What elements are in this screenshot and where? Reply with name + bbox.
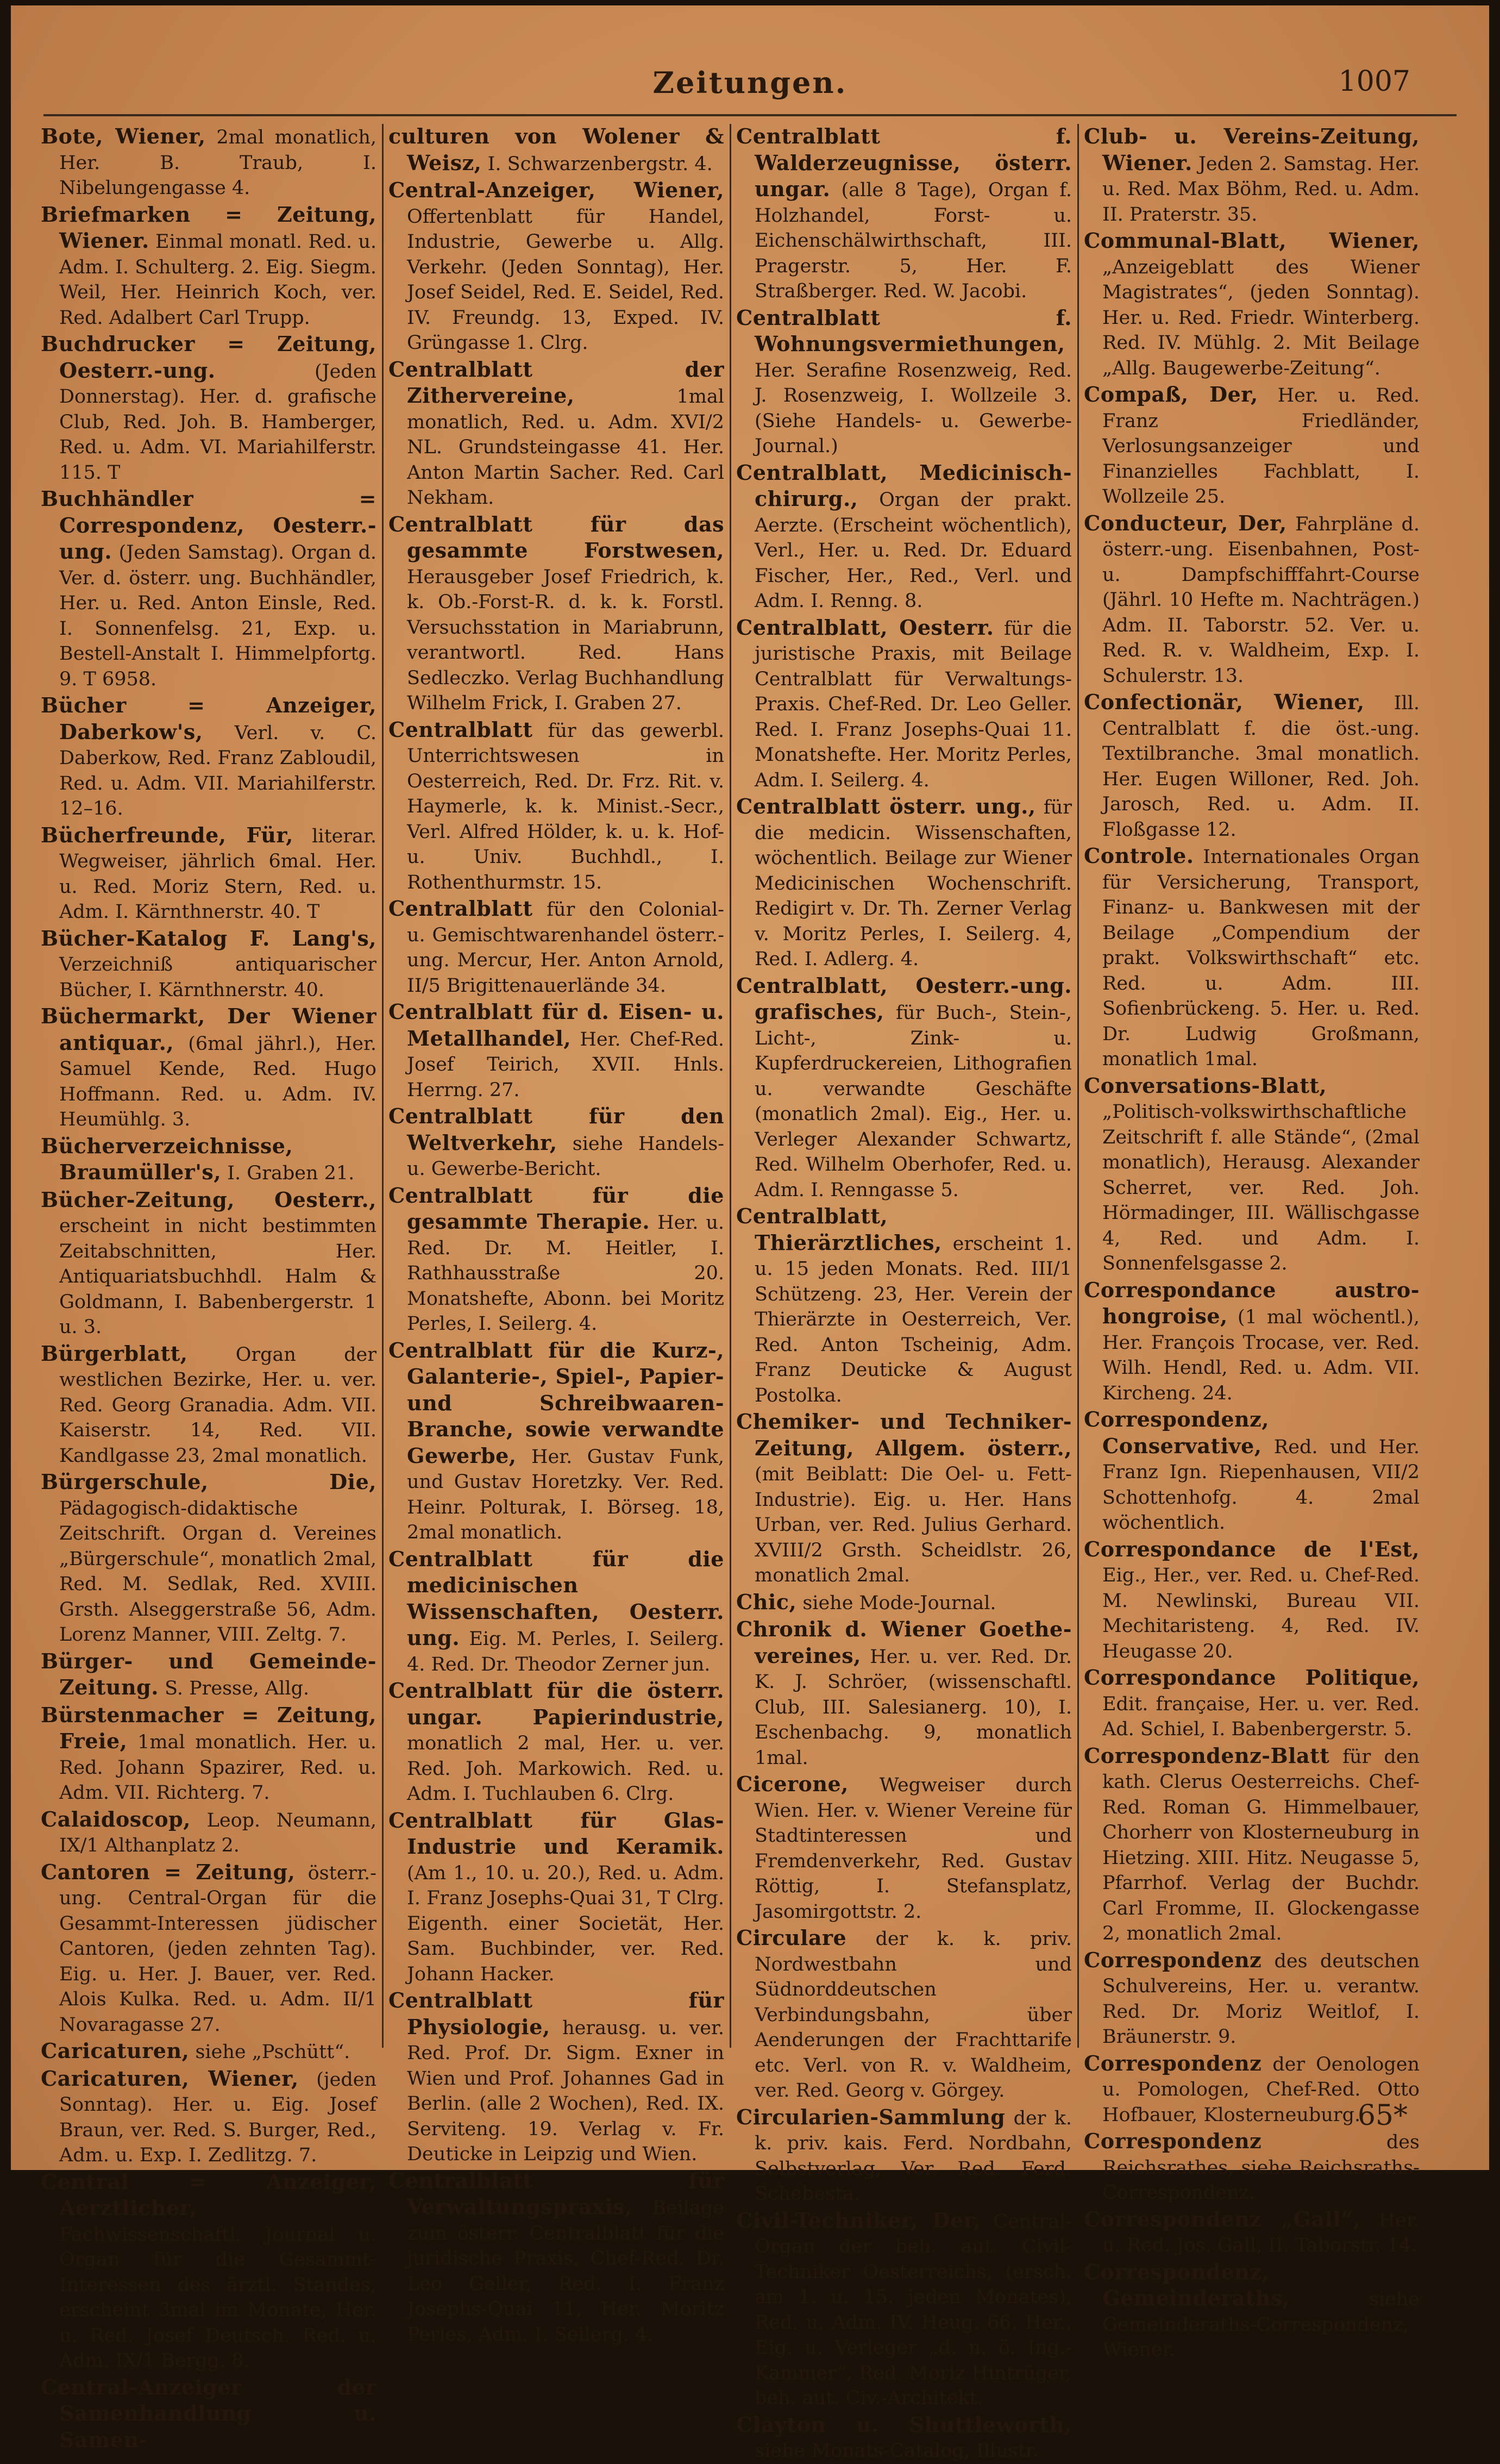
entry-title: culturen von Wolener & Weisz, [388, 124, 724, 175]
entry-text: (1 mal wöchentl.), Her. François Trocase, ver. Red. Wilh. Hendl, Red. u. Adm. VII. Kircheng. 24. [1102, 1306, 1420, 1404]
entry-text: Organ der westlichen Bezirke, Her. u. ver. Red. Georg Granadia. Adm. VII. Kaiserstr. 14, Red. VII. Kandlgasse 23, 2mal monatlich. [59, 1343, 376, 1467]
entry-title: Chronik d. Wiener Goethe-vereines, [736, 1617, 1072, 1668]
entry-text: 2mal monatlich, Her. B. Traub, I. Nibelungengasse 4. [59, 127, 376, 199]
column-3 [736, 124, 1072, 2462]
column-1 [41, 124, 377, 2452]
entry-title: Centralblatt für die Kurz-, Galanterie-, Spiel-, Papier- und Schreibwaaren-Branche, sowie verwandte Gewerbe, [388, 1337, 724, 1468]
entry-title: Circularien-Sammlung [736, 2104, 1006, 2129]
entry-text: herausg. u. ver. Red. Prof. Dr. Sigm. Exner in Wien und Prof. Johannes Gad in Berlin. (alle 2 Wochen), Red. IX. Serviteng. 19. Verlag v. Fr. Deuticke in Leipzig und Wien. [407, 2017, 724, 2165]
entry-title: Correspondenz [1084, 2129, 1262, 2153]
entry-text: Offertenblatt für Handel, Industrie, Gewerbe u. Allg. Verkehr. (Jeden Sonntag), Her. Josef Seidel, Red. E. Seidel, Red. IV. Freundg. 13, Exped. IV. Grüngasse 1. Clrg. [407, 205, 724, 354]
entry-text: Her. Serafine Rosenzweig, Red. J. Rosenzweig, I. Wollzeile 3. (Siehe Handels- u. Gewerbe-Journal.) [755, 359, 1072, 457]
entry-title: Centralblatt österr. ung., [736, 794, 1036, 818]
directory-entry [388, 999, 724, 1103]
entry-text: Einmal monatl. Red. u. Adm. I. Schulterg. 2. Eig. Siegm. Weil, Her. Heinrich Koch, ver. Red. Adalbert Carl Trupp. [59, 231, 376, 329]
entry-title: Centralblatt, Oesterr. [736, 615, 994, 640]
entry-title: Bücher-Katalog F. Lang's, [41, 925, 376, 950]
entry-title: Büchermarkt, Der Wiener antiquar., [41, 1004, 376, 1055]
entry-text: Organ der prakt. Aerzte. (Erscheint wöchentlich), Verl., Her. u. Red. Dr. Eduard Fischer, Her., Red., Verl. und Adm. I. Renng. 8. [755, 489, 1072, 612]
entry-title: Centralblatt [388, 717, 533, 742]
entry-text: Verzeichniß antiquarischer Bücher, I. Kärnthnerstr. 40. [59, 954, 376, 1001]
directory-entry [1084, 228, 1420, 381]
page-title: Zeitungen. [652, 65, 848, 100]
entry-text: 1mal monatlich. Her. u. Red. Johann Spazirer, Red. u. Adm. VII. Richterg. 7. [59, 1731, 376, 1804]
entry-title: Caricaturen, Wiener, [41, 2066, 299, 2091]
entry-title: Clayton u. Shuttleworth, [736, 2412, 1072, 2437]
directory-entry [41, 2066, 376, 2168]
entry-text: für Buch-, Stein-, Licht-, Zink- u. Kupferdruckereien, Lithografien u. verwandte Geschäfte (monatlich 2mal). Eig., Her. u. Verleger Alexander Schwartz, Red. Wilhelm Oberhofer, Red. u. Adm. I. Renngasse 5. [755, 1002, 1072, 1201]
directory-entry [736, 1409, 1072, 1589]
entry-title: Civil-Techniker, Der, [736, 2207, 981, 2232]
entry-title: Buchhändler = Correspondenz, Oesterr.-ung. [41, 486, 376, 564]
entry-title: Centralblatt, Oesterr.-ung. grafisches, [736, 973, 1072, 1024]
directory-entry [736, 615, 1072, 793]
directory-entry [1084, 1948, 1420, 2050]
directory-entry [41, 2169, 376, 2374]
column-divider [1077, 124, 1079, 2048]
entry-title: Club- u. Vereins-Zeitung, Wiener. [1084, 124, 1420, 175]
directory-entry [1084, 2129, 1420, 2206]
directory-entry [1084, 1073, 1420, 1277]
directory-entry [41, 1004, 376, 1133]
entry-title: Correspondenz, Conservative, [1084, 1407, 1269, 1458]
directory-entry [388, 896, 724, 998]
directory-entry [1084, 1407, 1420, 1536]
entry-title: Bürgerschule, Die, [41, 1469, 376, 1494]
entry-text: Her. u. Red. Franz Friedländer, Verlosungsanzeiger und Finanzielles Fachblatt, I. Wollzeile 25. [1102, 385, 1420, 508]
directory-entry [388, 1104, 724, 1182]
directory-entry [388, 717, 724, 896]
entry-title: Compaß, Der, [1084, 382, 1258, 407]
entry-title: Bücherfreunde, Für, [41, 822, 293, 847]
directory-entry [736, 305, 1072, 459]
entry-title: Centralblatt [388, 896, 533, 921]
entry-title: Caricaturen, [41, 2038, 190, 2063]
entry-text: I. Graben 21. [221, 1162, 355, 1184]
entry-text: Edit. française, Her. u. ver. Red. Ad. Schiel, I. Babenbergerstr. 5. [1102, 1693, 1420, 1740]
directory-entry [41, 1187, 376, 1340]
entry-title: Bote, Wiener, [41, 124, 206, 148]
entry-text: für den Colonial- u. Gemischtwarenhandel österr.-ung. Mercur, Her. Anton Arnold, II/5 Brigittenauerlände 34. [407, 899, 724, 997]
directory-entry [41, 332, 376, 485]
directory-entry [388, 512, 724, 716]
entry-text: Red. und Her. Franz Ign. Riepenhausen, VII/2 Schottenhofg. 4. 2mal wöchentlich. [1102, 1436, 1420, 1534]
entry-title: Centralblatt für Verwaltungspraxis, [388, 2168, 724, 2219]
entry-text: „Anzeigeblatt des Wiener Magistrates“, (jeden Sonntag). Her. u. Red. Friedr. Winterberg. Red. IV. Mühlg. 2. Mit Beilage „Allg. Baugewerbe-Zeitung“. [1102, 256, 1420, 379]
directory-entry [41, 124, 376, 201]
entry-title: Centralblatt, Medicinisch-chirurg., [736, 460, 1072, 511]
entry-text: Fahrpläne d. österr.-ung. Eisenbahnen, Post- u. Dampfschifffahrt-Course (Jährl. 10 Hefte m. Nachträgen.) Adm. II. Taborstr. 52. Ver. u. Red. R. v. Waldheim, Exp. I. Schulerstr. 13. [1102, 513, 1420, 687]
entry-title: Correspondenz „Gall“, [1084, 2206, 1361, 2231]
directory-entry [1084, 843, 1420, 1072]
entry-title: Bücherverzeichnisse, Braumüller's, [41, 1133, 293, 1184]
directory-entry [1084, 2260, 1420, 2363]
directory-entry [41, 1860, 376, 2038]
entry-text: literar. Wegweiser, jährlich 6mal. Her. u. Red. Moriz Stern, Red. u. Adm. I. Kärnthnerstr. 40. T [59, 825, 377, 923]
entry-text: Pädagogisch-didaktische Zeitschrift. Organ d. Vereines „Bürgerschule“, monatlich 2mal, Red. M. Sedlak, Red. XVIII. Grsth. Alseggerstraße 56, Adm. Lorenz Manner, VIII. Zeltg. 7. [59, 1497, 376, 1646]
entry-text: Beilage zum österr. Centralblatt für die juridische Praxis, Chef-Red. Dr. Leo Geller, Red. I. Franz Josephs-Quai 11, Her. Moritz Perles, Adm. I. Seilerg. 4. [407, 2197, 724, 2346]
entry-text: Herausgeber Josef Friedrich, k. k. Ob.-Forst-R. d. k. k. Forstl. Versuchsstation in Mariabrunn, verantwortl. Red. Hans Sedleczko. Verlag Buchhandlung Wilhelm Frick, I. Graben 27. [407, 566, 724, 714]
entry-text: (Jeden Donnerstag). Her. d. grafische Club, Red. Joh. B. Hamberger, Red. u. Adm. VI. Mariahilferstr. 115. T [59, 360, 376, 484]
entry-title: Correspondenz [1084, 2050, 1262, 2075]
directory-entry [1084, 382, 1420, 510]
directory-entry [388, 1988, 724, 2167]
entry-title: Bücher-Zeitung, Oesterr., [41, 1187, 376, 1212]
entry-text: Central-Organ der beh. aut. Civil-Techniker Oesterreichs, (ersch. am 1. u. 15. jeden Monates), Red. u. Adm. IV. Heug. 66. Her., Eig. u. Verleger „d. n. ö. Ing.-Kammer“, Red. Moriz Hintrüger, beh. aut. Civ.-Architekt. [755, 2210, 1072, 2409]
entry-title: Correspondenz-Blatt [1084, 1743, 1330, 1768]
directory-entry [41, 2038, 376, 2065]
entry-text: (mit Beiblatt: Die Oel- u. Fett-Industrie). Eig. u. Her. Hans Urban, ver. Red. Julius Gerhard. XVIII/2 Grsth. Scheidlstr. 26, monatlich 2mal. [755, 1464, 1072, 1586]
entry-text: Her. u. Red. Jos. Gall, II. Taborstr. 14. [1102, 2209, 1420, 2256]
directory-entry [736, 1772, 1072, 1924]
entry-title: Bürgerblatt, [41, 1341, 188, 1366]
directory-entry [388, 1547, 724, 1678]
directory-entry [41, 926, 376, 1003]
directory-entry [41, 1807, 376, 1859]
entry-text: der k. k. priv. kais. Ferd. Nordbahn, Selbstverlag, Ver. Red. Ferd. Schebesta. [755, 2107, 1072, 2205]
entry-text: Her. Gustav Funk, und Gustav Horetzky. Ver. Red. Heinr. Polturak, I. Börseg. 18, 2mal monatlich. [407, 1446, 724, 1543]
entry-text: des deutschen Schulvereins, Her. u. verantw. Red. Dr. Moriz Weitlof, I. Bräunerstr. 9. [1102, 1950, 1420, 2048]
directory-entry [1084, 511, 1420, 689]
entry-text: österr.-ung. Central-Organ für die Gesammt-Interessen jüdischer Cantoren, (jeden zehnten Tag). Eig. u. Her. J. Bauer, ver. Red. Alois Kulka. Red. u. Adm. II/1 Novaragasse 27. [59, 1862, 376, 2036]
entry-text: für das gewerbl. Unterrichtswesen in Oesterreich, Red. Dr. Frz. Rit. v. Haymerle, k. k. Minist.-Secr., Verl. Alfred Hölder, k. u. k. Hof- u. Univ. Buchhdl., I. Rothenthurmstr. 15. [407, 720, 724, 893]
directory-entry [41, 1703, 376, 1806]
entry-text: (jeden Sonntag). Her. u. Eig. Josef Braun, ver. Red. S. Burger, Red., Adm. u. Exp. I. Zedlitzg. 7. [59, 2068, 376, 2166]
entry-text: (Jeden Samstag). Organ d. Ver. d. österr. ung. Buchhändler, Her. u. Red. Anton Einsle, Red. I. Sonnenfelsg. 21, Exp. u. Bestell-Anstalt I. Himmelpfortg. 9. T 6958. [59, 542, 376, 690]
directory-entry [41, 1134, 376, 1186]
directory-entry [736, 1617, 1072, 1771]
entry-title: Centralblatt für den Weltverkehr, [388, 1104, 724, 1155]
entry-title: Centralblatt für die österr. ungar. Papierindustrie, [388, 1678, 724, 1729]
entry-title: Communal-Blatt, Wiener, [1084, 228, 1420, 253]
entry-title: Centralblatt der Zithervereine, [388, 357, 724, 408]
entry-title: Centralblatt, Thierärztliches, [736, 1204, 942, 1255]
directory-entry [736, 2412, 1072, 2464]
entry-title: Correspondance Politique, [1084, 1665, 1420, 1690]
entry-text: Fachwissenschaftl. Journal u. Organ für die Gesammt-Interessen des ärztl. Standes, erscheint 3mal im Monate, Her. u. Red. Josef Deutsch. Red. u. Adm. IX/1 Bergg. 8. [59, 2223, 376, 2372]
entry-text: 1mal monatlich, Red. u. Adm. XVI/2 NL. Grundsteingasse 41. Her. Anton Martin Sacher. Red. Carl Nekham. [407, 386, 724, 509]
entry-title: Centralblatt für die medicinischen Wissenschaften, Oesterr. ung. [388, 1546, 724, 1650]
directory-entry [736, 1590, 1072, 1616]
directory-entry [388, 178, 724, 356]
directory-entry [736, 124, 1072, 304]
directory-entry [41, 486, 376, 692]
entry-text: siehe „Pschütt“. [189, 2041, 350, 2063]
entry-text: der k. k. priv. Nordwestbahn und Südnorddeutschen Verbindungsbahn, über Aenderungen der Frachttarife etc. Verl. von R. v. Waldheim, ver. Red. Georg v. Görgey. [755, 1928, 1072, 2102]
entry-text: siehe Gemeinderaths-Correspondenz, Wiener. [1102, 2288, 1420, 2361]
entry-text: S. Presse, Allg. [158, 1678, 310, 1699]
entry-text: I. Schwarzenbergstr. 4. [481, 153, 713, 175]
directory-entry [1084, 1743, 1420, 1947]
entry-text: (Am 1., 10. u. 20.), Red. u. Adm. I. Franz Josephs-Quai 31, T Clrg. Eigenth. einer Societät, Her. Sam. Buchbinder, ver. Red. Johann Hacker. [407, 1862, 724, 1985]
directory-entry [1084, 1665, 1420, 1742]
directory-entry [41, 1469, 376, 1648]
entry-title: Bürger- und Gemeinde-Zeitung. [41, 1648, 376, 1699]
entry-title: Centralblatt für Physiologie, [388, 1988, 724, 2039]
directory-entry [41, 693, 376, 822]
entry-title: Correspondenz [1084, 1947, 1262, 1972]
column-divider [382, 124, 384, 2048]
page [11, 5, 1489, 2462]
entry-title: Correspondenz, Gemeinderaths, [1084, 2259, 1290, 2310]
directory-entry [388, 1183, 724, 1337]
directory-entry [388, 1678, 724, 1807]
entry-title: Briefmarken = Zeitung, Wiener. [41, 202, 376, 253]
entry-title: Bücher = Anzeiger, Daberkow's, [41, 693, 376, 744]
entry-text: (6mal jährl.), Her. Samuel Kende, Red. Hugo Hoffmann. Red. u. Adm. IV. Heumühlg. 3. [59, 1033, 376, 1130]
entry-text: siehe Handels- u. Gewerbe-Bericht. [407, 1133, 724, 1180]
entry-title: Chemiker- und Techniker-Zeitung, Allgem. österr., [736, 1409, 1072, 1460]
directory-entry [736, 2208, 1072, 2411]
entry-title: Centralblatt für das gesammte Forstwesen, [388, 511, 724, 562]
entry-text: der Oenologen u. Pomologen, Chef-Red. Otto Hofbauer, Klosterneuburg. [1102, 2053, 1420, 2126]
entry-text: erscheint in nicht bestimmten Zeitabschnitten, Her. Antiquariatsbuchhdl. Halm & Goldmann, I. Babenbergerstr. 1 u. 3. [59, 1215, 376, 1338]
entry-text: Her. Chef-Red. Josef Teirich, XVII. Hnls. Herrng. 27. [407, 1028, 724, 1101]
entry-title: Cicerone, [736, 1772, 849, 1796]
entry-text: des Reichsrathes, siehe Reichsraths-Correspondenz. [1102, 2131, 1420, 2204]
entry-text: Ill. Centralblatt f. die öst.-ung. Textilbranche. 3mal monatlich. Her. Eugen Willoner, Red. Joh. Jarosch, Red. u. Adm. II. Floßgasse 12. [1102, 692, 1420, 841]
entry-title: Centralblatt für d. Eisen- u. Metallhandel, [388, 999, 724, 1050]
entry-title: Correspondance austro-hongroise, [1084, 1277, 1420, 1328]
entry-title: Calaidoscop, [41, 1806, 191, 1831]
entry-text: Wegweiser durch Wien. Her. v. Wiener Vereine für Stadtinteressen und Fremdenverkehr, Red. Gustav Röttig, I. Stefansplatz, Jasomirgottstr. 2. [755, 1774, 1072, 1923]
entry-title: Conducteur, Der, [1084, 510, 1287, 535]
directory-entry [41, 2375, 376, 2454]
page-number: 1007 [1338, 65, 1410, 98]
entry-title: Centralblatt für die gesammte Therapie. [388, 1183, 724, 1234]
entry-text: siehe Mode-Journal. [796, 1592, 996, 1614]
entry-title: Centralblatt für Glas-Industrie und Keramik. [388, 1808, 724, 1859]
entry-text: Jeden 2. Samstag. Her. u. Red. Max Böhm, Red. u. Adm. II. Praterstr. 35. [1102, 153, 1420, 226]
directory-entry [41, 202, 376, 331]
column-divider [730, 124, 731, 2048]
directory-entry [736, 2105, 1072, 2207]
entry-title: Controle. [1084, 843, 1194, 868]
directory-entry [736, 973, 1072, 1203]
directory-entry [388, 1808, 724, 1987]
entry-title: Confectionär, Wiener, [1084, 690, 1365, 714]
signature-mark: 65* [1357, 2099, 1408, 2132]
directory-entry [41, 1341, 376, 1469]
entry-title: Central = Anzeiger, Aerztlicher, [41, 2169, 376, 2220]
entry-text: „Politisch-volkswirthschaftliche Zeitschrift f. alle Stände“, (2mal monatlich), Herausg. Alexander Scherret, ver. Red. Joh. Hörmadinger, III. Wällischgasse 4, Red. und Adm. I. Sonnenfelsgasse 2. [1102, 1101, 1420, 1274]
entry-title: Central-Anzeiger, Wiener, [388, 178, 724, 202]
header-rule [43, 114, 1457, 116]
entry-text: für die juristische Praxis, mit Beilage Centralblatt für Verwaltungs-Praxis. Chef-Red. Dr. Leo Geller. Red. I. Franz Josephs-Quai 11. Monatshefte. Her. Moritz Perles, Adm. I. Seilerg. 4. [755, 617, 1072, 791]
entry-title: Circulare [736, 1925, 847, 1950]
entry-text: monatlich 2 mal, Her. u. ver. Red. Joh. Markowich. Red. u. Adm. I. Tuchlauben 6. Clrg. [407, 1733, 724, 1805]
entry-text: für den kath. Clerus Oesterreichs. Chef-Red. Roman G. Himmelbauer, Chorherr von Klosterneuburg in Hietzing. XIII. Hitz. Neugasse 5, Pfarrhof. Verlag der Buchdr. Carl Fromme, II. Glockengasse 2, monatlich 2mal. [1102, 1746, 1420, 1944]
directory-entry [1084, 690, 1420, 842]
entry-title: Correspondance de l'Est, [1084, 1536, 1420, 1561]
entry-text: für die medicin. Wissenschaften, wöchentlich. Beilage zur Wiener Medicinischen Wochenschrift. Redigirt v. Dr. Th. Zerner Verlag v. Moritz Perles, I. Seilerg. 4, Red. I. Adlerg. 4. [755, 797, 1072, 970]
entry-text: Internationales Organ für Versicherung, Transport, Finanz- u. Bankwesen mit der Beilage „Compendium der prakt. Volkswirthschaft“ etc. Red. u. Adm. III. Sofienbrückeng. 5. Her. u. Red. Dr. Ludwig Großmann, monatlich 1mal. [1102, 846, 1420, 1070]
directory-entry [736, 1204, 1072, 1408]
directory-entry [1084, 1278, 1420, 1406]
directory-entry [388, 357, 724, 511]
directory-entry [1084, 124, 1420, 227]
entry-text: Eig., Her., ver. Red. u. Chef-Red. M. Newlinski, Bureau VII. Mechitaristeng. 4, Red. IV. Heugasse 20. [1102, 1565, 1420, 1662]
directory-entry [388, 124, 724, 177]
entry-text: Eig. M. Perles, I. Seilerg. 4. Red. Dr. Theodor Zerner jun. [407, 1628, 724, 1675]
directory-entry [41, 823, 376, 925]
directory-entry [1084, 2207, 1420, 2259]
entry-title: Cantoren = Zeitung, [41, 1859, 296, 1884]
directory-entry [388, 2168, 724, 2348]
directory-entry [736, 460, 1072, 614]
entry-text: Her. u. ver. Red. Dr. K. J. Schröer, (wissenschaftl. Club, III. Salesianerg. 10), I. Eschenbachg. 9, monatlich 1mal. [755, 1646, 1072, 1769]
entry-text: (alle 8 Tage), Organ f. Holzhandel, Forst- u. Eichenschälwirthschaft, III. Pragerstr. 5, Her. F. Straßberger. Red. W. Jacobi. [755, 179, 1072, 302]
entry-text: Leop. Neumann, IX/1 Althanplatz 2. [59, 1809, 376, 1856]
directory-entry [736, 794, 1072, 972]
directory-entry [41, 1649, 376, 1702]
entry-text: siehe Monats-Catalog, Illustr. [755, 2440, 1039, 2462]
directory-entry [388, 1338, 724, 1546]
entry-title: Centralblatt f. Wohnungsvermiethungen, [736, 305, 1072, 356]
entry-title: Chic, [736, 1589, 797, 1614]
entry-text: Her. u. Red. Dr. M. Heitler, I. Rathhausstraße 20. Monatshefte, Abonn. bei Moritz Perles, I. Seilerg. 4. [407, 1212, 724, 1335]
entry-text: Verl. v. C. Daberkow, Red. Franz Zabloudil, Red. u. Adm. VII. Mariahilferstr. 12–16. [59, 722, 376, 820]
entry-title: Bürstenmacher = Zeitung, Freie, [41, 1702, 376, 1753]
entry-title: Central-Anzeiger der Samenhandlung u. Samen- [41, 2374, 376, 2452]
entry-title: Conversations-Blatt, [1084, 1073, 1327, 1098]
entry-title: Buchdrucker = Zeitung, Oesterr.-ung. [41, 332, 376, 383]
entry-text: erscheint 1. u. 15 jeden Monats. Red. III/1 Schützeng. 23, Her. Verein der Thierärzte in Oesterreich, Ver. Red. Anton Tscheinig, Adm. Franz Deuticke & August Postolka. [755, 1233, 1072, 1406]
column-2 [388, 124, 724, 2346]
directory-entry [1084, 1537, 1420, 1665]
directory-entry [736, 1925, 1072, 2104]
entry-title: Centralblatt f. Walderzeugnisse, österr. ungar. [736, 124, 1072, 201]
